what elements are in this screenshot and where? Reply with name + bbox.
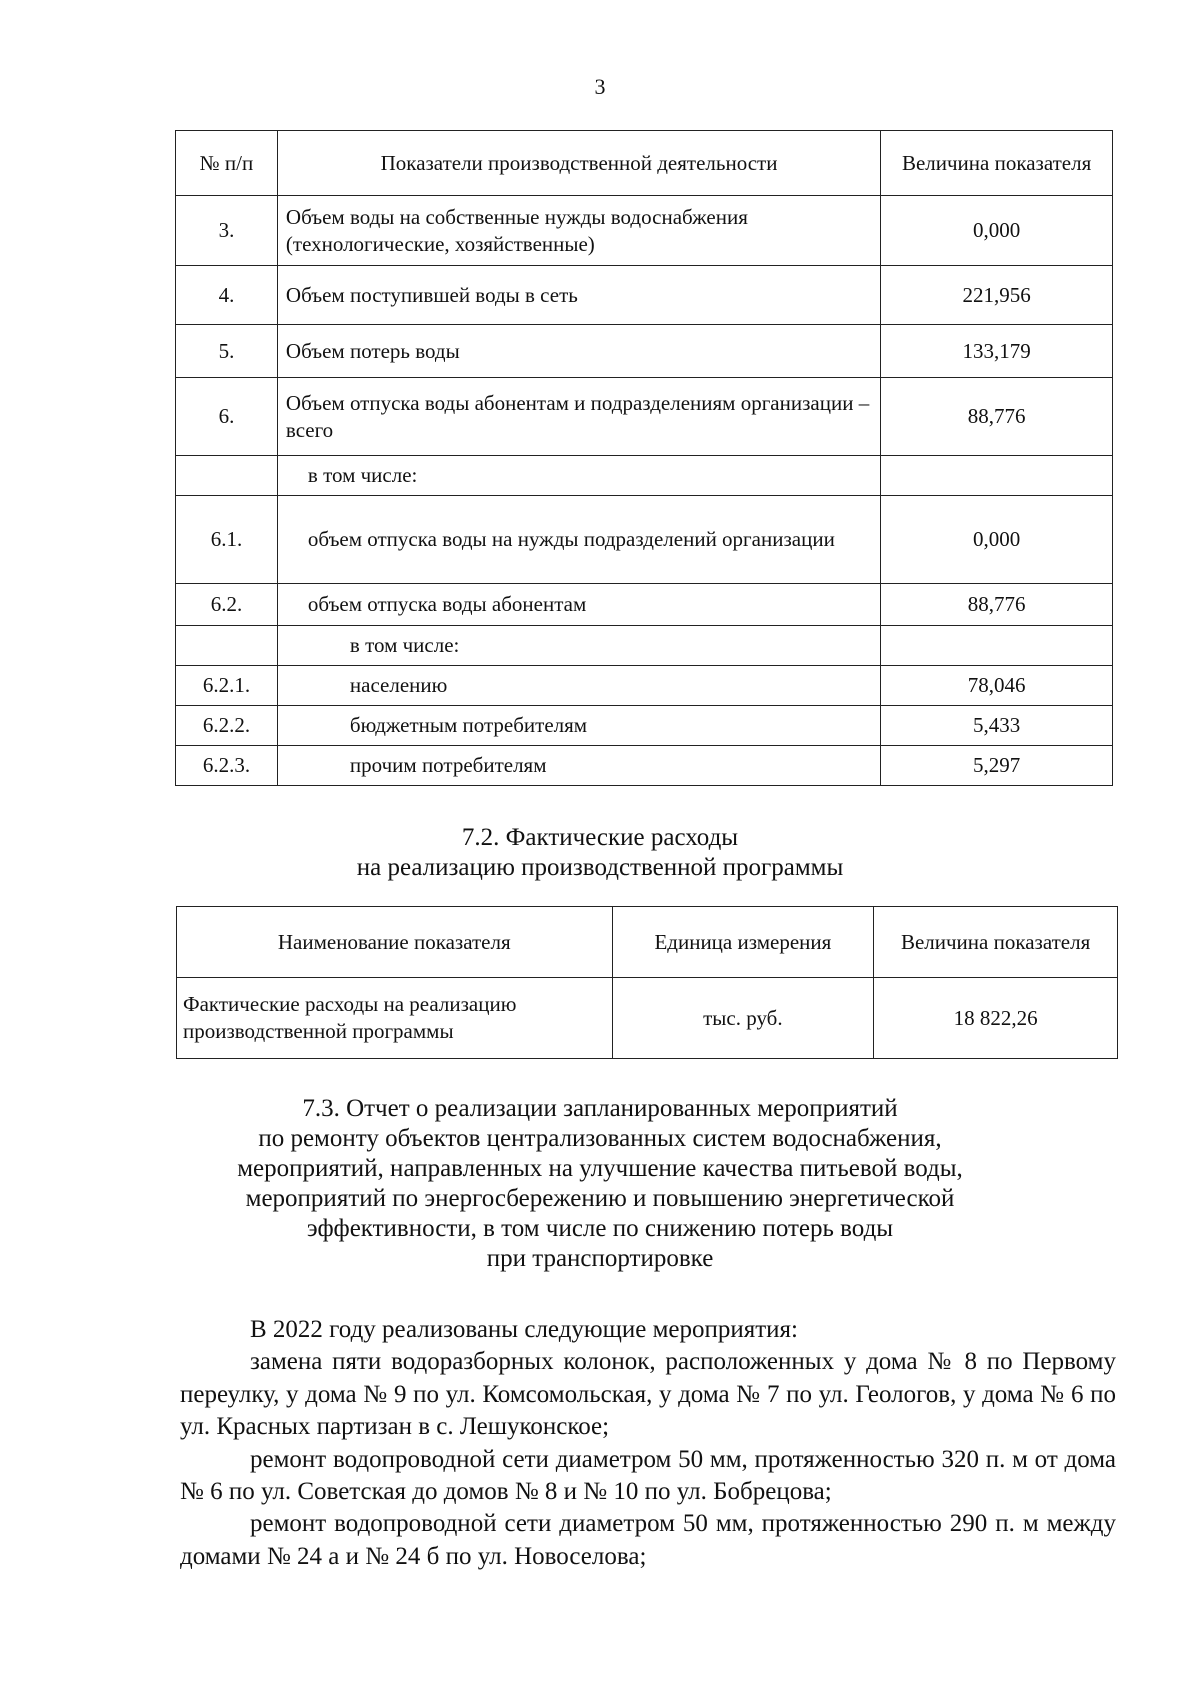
section-7-2-title <box>0 823 1200 883</box>
indicator-name: Объем воды на собственные нужды водоснабжения (технологические, хозяйственные) <box>277 196 880 266</box>
table-row <box>176 666 1113 706</box>
indicator-value: 88,776 <box>881 378 1113 456</box>
indicator-value: 0,000 <box>881 496 1113 584</box>
column-header: Наименование показателя <box>177 907 613 978</box>
row-number: 6.1. <box>176 496 278 584</box>
row-number <box>176 456 278 496</box>
table-row <box>176 584 1113 626</box>
indicator-value: 78,046 <box>881 666 1113 706</box>
indicator-name: Фактические расходы на реализацию производственной программы <box>177 978 613 1059</box>
measure-item: ремонт водопроводной сети диаметром 50 мм, протяженностью 320 п. м от дома № 6 по ул. Советская до домов № 8 и № 10 по ул. Бобрецова; <box>180 1445 1116 1506</box>
row-number: 6. <box>176 378 278 456</box>
table-row <box>176 196 1113 266</box>
indicator-value: 221,956 <box>881 266 1113 325</box>
column-header: Величина показателя <box>874 907 1118 978</box>
table-row <box>176 746 1113 786</box>
row-number <box>176 626 278 666</box>
page-number: 3 <box>594 74 606 99</box>
measure-item: замена пяти водоразборных колонок, расположенных у дома № 8 по Первому переулку, у дома № 9 по ул. Комсомольская, у дома № 7 по ул. Геологов, у дома № 6 по ул. Красных партизан в с. Лешуконское; <box>180 1348 1116 1441</box>
column-header: Показатели производственной деятельности <box>277 131 880 196</box>
indicator-name: населению <box>277 666 880 706</box>
table-row <box>176 456 1113 496</box>
row-number: 6.2.2. <box>176 706 278 746</box>
table-row <box>176 325 1113 378</box>
row-number: 6.2.1. <box>176 666 278 706</box>
section-title-line: эффективности, в том числе по снижению потерь воды <box>306 1215 894 1242</box>
section-title-line: 7.3. Отчет о реализации запланированных мероприятий <box>302 1095 898 1122</box>
indicator-value <box>881 456 1113 496</box>
indicator-name: Объем поступившей воды в сеть <box>277 266 880 325</box>
indicator-name: в том числе: <box>277 626 880 666</box>
indicator-name: Объем отпуска воды абонентам и подразделениям организации – всего <box>277 378 880 456</box>
indicator-value: 5,297 <box>881 746 1113 786</box>
indicator-value <box>881 626 1113 666</box>
measure-item: ремонт водопроводной сети диаметром 50 мм, протяженностью 290 п. м между домами № 24 а и № 24 б по ул. Новоселова; <box>180 1510 1116 1570</box>
section-title-line: 7.2. Фактические расходы <box>461 824 739 851</box>
indicator-name: Объем потерь воды <box>277 325 880 378</box>
section-title-line: на реализацию производственной программы <box>356 854 844 881</box>
indicator-value: 0,000 <box>881 196 1113 266</box>
column-header: Величина показателя <box>881 131 1113 196</box>
table-row <box>176 266 1113 325</box>
intro-paragraph: В 2022 году реализованы следующие мероприятия: <box>250 1316 798 1343</box>
table-header-row <box>176 131 1113 196</box>
measures-text <box>180 1314 1116 1573</box>
indicator-name: в том числе: <box>277 456 880 496</box>
section-title-line: при транспортировке <box>486 1245 714 1272</box>
indicator-value: 5,433 <box>881 706 1113 746</box>
indicator-name: бюджетным потребителям <box>277 706 880 746</box>
column-header: № п/п <box>176 131 278 196</box>
row-number: 5. <box>176 325 278 378</box>
section-title-line: мероприятий, направленных на улучшение качества питьевой воды, <box>237 1155 963 1182</box>
row-number: 3. <box>176 196 278 266</box>
table-row <box>176 496 1113 584</box>
unit: тыс. руб. <box>612 978 874 1059</box>
column-header: Единица измерения <box>612 907 874 978</box>
table-row <box>176 378 1113 456</box>
indicator-name: прочим потребителям <box>277 746 880 786</box>
section-7-3-title <box>0 1094 1200 1274</box>
indicator-value: 133,179 <box>881 325 1113 378</box>
indicator-value: 18 822,26 <box>874 978 1118 1059</box>
table-row <box>177 978 1118 1059</box>
indicator-value: 88,776 <box>881 584 1113 626</box>
production-indicators-table <box>175 130 1113 786</box>
section-title-line: мероприятий по энергосбережению и повышению энергетической <box>245 1185 955 1212</box>
table-row <box>176 706 1113 746</box>
actual-expenses-table <box>176 906 1118 1059</box>
indicator-name: объем отпуска воды на нужды подразделений организации <box>277 496 880 584</box>
section-title-line: по ремонту объектов централизованных систем водоснабжения, <box>258 1125 942 1152</box>
indicator-name: объем отпуска воды абонентам <box>277 584 880 626</box>
row-number: 6.2. <box>176 584 278 626</box>
row-number: 6.2.3. <box>176 746 278 786</box>
table-header-row <box>177 907 1118 978</box>
row-number: 4. <box>176 266 278 325</box>
table-row <box>176 626 1113 666</box>
